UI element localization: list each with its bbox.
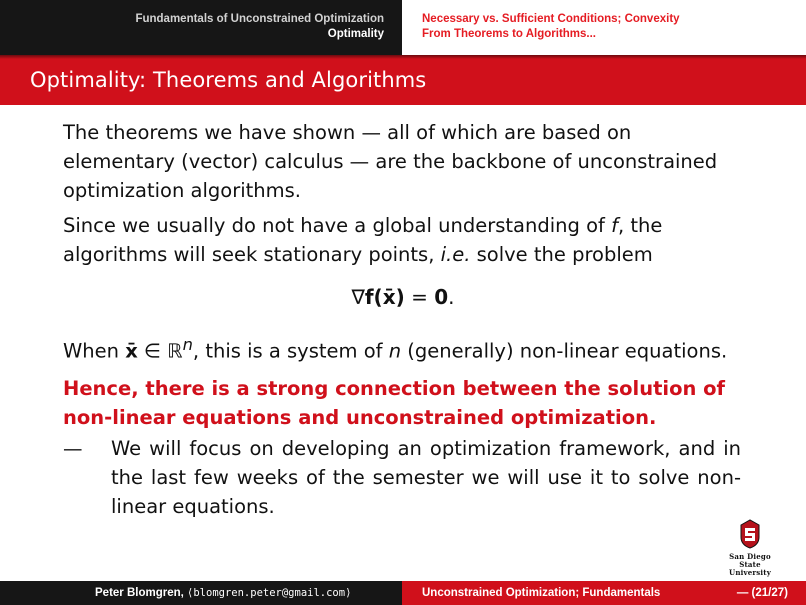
nabla-symbol: ∇ xyxy=(351,285,365,309)
in-reals: ∈ ℝ xyxy=(137,339,183,363)
paragraph-stationary-points xyxy=(63,211,743,269)
nav-subsection-theorems-algorithms[interactable]: From Theorems to Algorithms... xyxy=(422,28,597,40)
function-symbol-f: f xyxy=(611,214,618,237)
equation-rhs-zero: 0 xyxy=(434,285,449,309)
nav-right-panel xyxy=(402,0,806,55)
equation-lhs: f(x̄) xyxy=(364,285,405,309)
frame-title: Optimality: Theorems and Algorithms xyxy=(30,68,427,92)
ie-abbrev: i.e. xyxy=(440,243,471,266)
footer-email: ⟨blomgren.peter@gmail.com⟩ xyxy=(187,587,352,599)
footer-page-number: — (21/27) xyxy=(736,587,788,599)
university-shield-icon xyxy=(739,519,761,549)
slide-content xyxy=(63,118,743,521)
para2-text-c: solve the problem xyxy=(470,243,653,266)
alert-connection-statement: Hence, there is a strong connection between the solution of non-linear equations and unconstrained optimization. xyxy=(63,376,726,429)
logo-line-1: San Diego State xyxy=(729,552,771,569)
variable-n: n xyxy=(388,339,402,363)
footer-bar xyxy=(0,581,806,605)
footer-course-title: Unconstrained Optimization; Fundamentals xyxy=(422,587,661,599)
footer-author: Peter Blomgren, xyxy=(95,587,184,599)
dash-item xyxy=(63,434,743,521)
nav-section-fundamentals[interactable]: Fundamentals of Unconstrained Optimization xyxy=(135,13,384,25)
footer-author-panel xyxy=(0,581,402,605)
equation-period: . xyxy=(448,285,455,309)
logo-line-2: University xyxy=(729,568,771,577)
frame-title-bar xyxy=(0,55,806,105)
header-navigation xyxy=(0,0,806,55)
para3-text-c: (generally) non-linear equations. xyxy=(401,339,728,363)
footer-course-panel xyxy=(402,581,806,605)
dash-mark: — xyxy=(63,436,83,460)
para3-text-a: When xyxy=(63,339,126,363)
university-logo xyxy=(720,519,780,577)
dash-item-text: We will focus on developing an optimization framework, and in the last few weeks of the semester we will use it to solve non-linear equations. xyxy=(111,436,741,518)
xbar-symbol: x̄ xyxy=(125,339,138,363)
equation-gradient-zero xyxy=(63,283,743,312)
title-bar-shadow xyxy=(0,55,806,59)
nav-left-panel xyxy=(0,0,402,55)
para3-text-b: , this is a system of xyxy=(192,339,389,363)
para2-text-b: , the algorithms will seek stationary points, xyxy=(63,214,663,266)
exponent-n: n xyxy=(182,335,193,354)
logo-wordmark xyxy=(720,553,780,577)
paragraph-backbone: The theorems we have shown — all of which are based on elementary (vector) calculus — are the backbone of unconstrained optimization algorithms. xyxy=(63,121,718,202)
paragraph-system-of-equations xyxy=(63,330,743,366)
nav-subsection-optimality[interactable]: Optimality xyxy=(327,28,384,40)
para2-text-a: Since we usually do not have a global understanding of xyxy=(63,214,612,237)
equation-equals: = xyxy=(404,285,435,309)
nav-subsection-conditions[interactable]: Necessary vs. Sufficient Conditions; Convexity xyxy=(422,13,680,25)
